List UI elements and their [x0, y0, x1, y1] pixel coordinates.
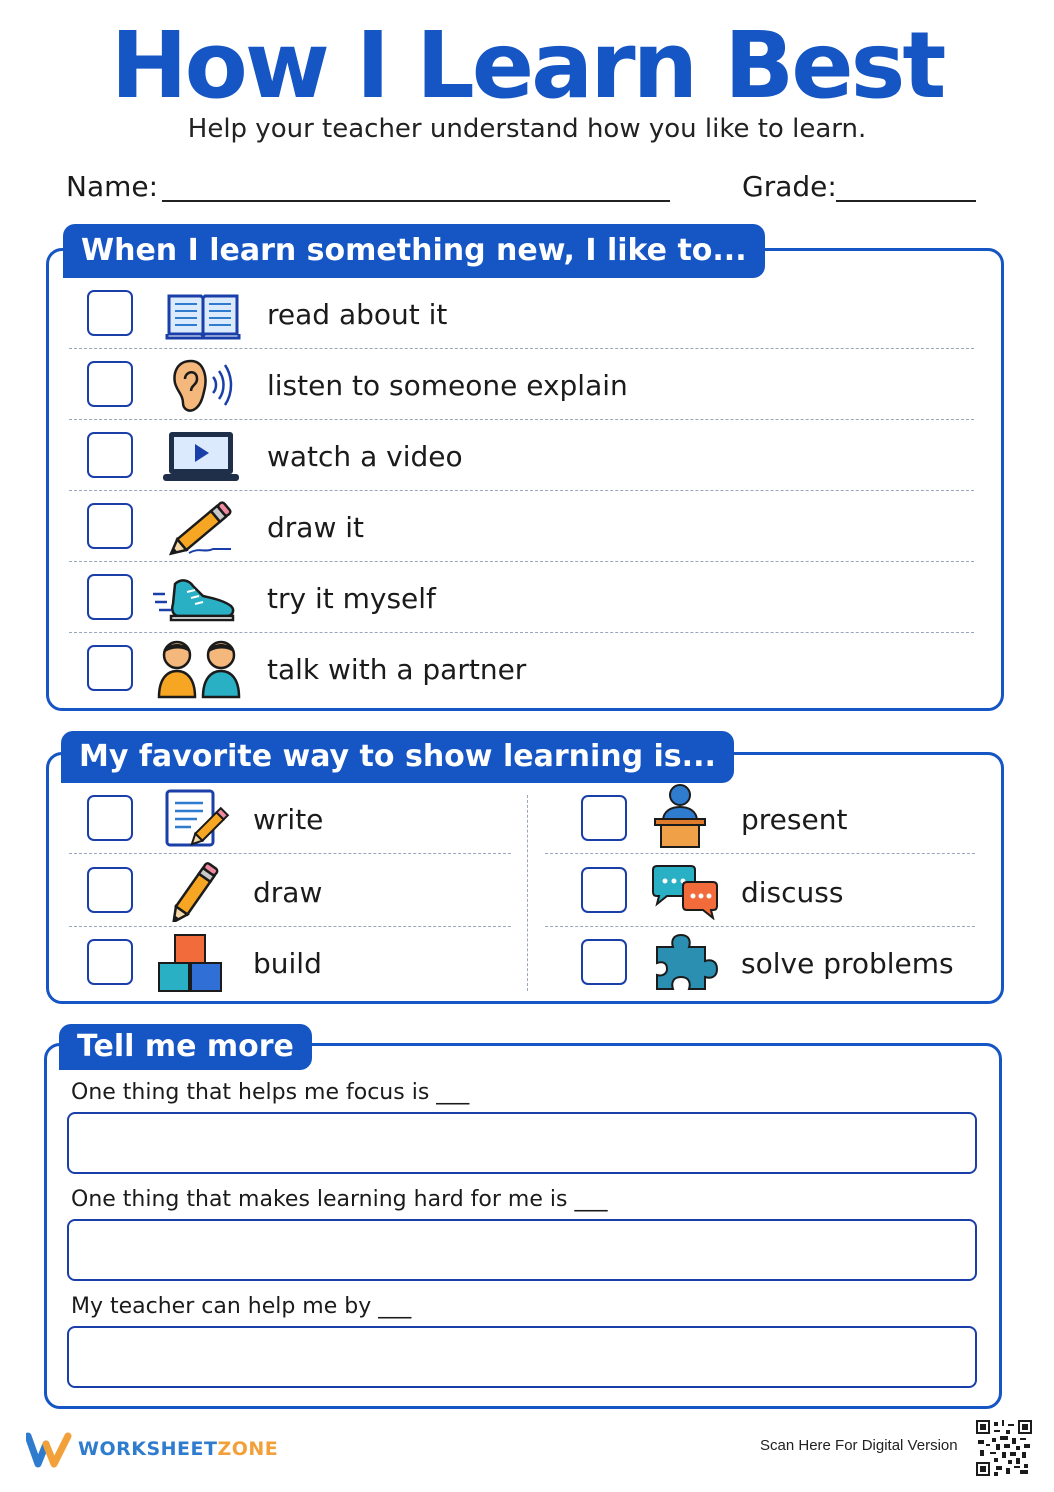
laptop-video-icon	[161, 430, 241, 484]
column-divider	[527, 795, 528, 991]
list-item	[69, 562, 974, 633]
page-subtitle: Help your teacher understand how you like to learn.	[187, 114, 867, 144]
checkbox[interactable]	[87, 574, 133, 620]
checkbox[interactable]	[87, 867, 133, 913]
brand-logo	[26, 1430, 286, 1470]
brand-name	[78, 1438, 278, 1460]
checkbox[interactable]	[581, 795, 627, 841]
scan-instruction: Scan Here For Digital Version	[760, 1437, 958, 1454]
item-label: solve problems	[741, 947, 954, 980]
section-heading: When I learn something new, I like to...	[63, 224, 765, 278]
list-item	[69, 633, 974, 704]
name-grade-row	[66, 168, 976, 208]
checkbox[interactable]	[87, 795, 133, 841]
item-label: draw it	[267, 511, 365, 544]
speech-bubbles-icon	[649, 864, 721, 920]
pencil-icon	[169, 495, 239, 557]
brand-name-main: WORKSHEET	[78, 1438, 218, 1460]
checkbox[interactable]	[581, 867, 627, 913]
help-prompt: My teacher can help me by ___	[71, 1294, 412, 1319]
item-label: read about it	[267, 298, 448, 331]
grade-field[interactable]	[836, 200, 976, 202]
checkbox[interactable]	[87, 645, 133, 691]
brand-logo-icon	[26, 1432, 72, 1468]
section-heading: My favorite way to show learning is...	[61, 731, 734, 783]
name-label: Name:	[66, 170, 159, 203]
writing-paper-icon	[163, 787, 235, 849]
ear-icon	[169, 357, 239, 415]
learning-preferences-panel	[46, 233, 1004, 711]
blocks-icon	[157, 933, 225, 993]
list-item	[69, 278, 974, 349]
name-field[interactable]	[162, 200, 670, 202]
qr-code-icon[interactable]	[976, 1420, 1032, 1476]
focus-answer-field[interactable]	[67, 1112, 977, 1174]
item-label: watch a video	[267, 440, 463, 473]
item-label: try it myself	[267, 582, 436, 615]
hard-answer-field[interactable]	[67, 1219, 977, 1281]
help-answer-field[interactable]	[67, 1326, 977, 1388]
book-icon	[165, 288, 241, 340]
two-people-icon	[157, 637, 241, 699]
list-item	[545, 854, 975, 927]
checkbox[interactable]	[87, 361, 133, 407]
checkbox[interactable]	[87, 503, 133, 549]
tell-me-more-panel	[44, 1029, 1002, 1409]
list-item	[69, 783, 511, 854]
item-label: present	[741, 803, 848, 836]
checkbox[interactable]	[581, 939, 627, 985]
item-label: build	[253, 947, 322, 980]
item-label: listen to someone explain	[267, 369, 628, 402]
list-item	[69, 349, 974, 420]
grade-label: Grade:	[742, 170, 837, 203]
puzzle-piece-icon	[651, 931, 719, 993]
list-item	[545, 927, 975, 998]
list-item	[545, 783, 975, 854]
brand-name-accent: ZONE	[217, 1438, 279, 1460]
show-learning-panel	[46, 739, 1004, 1004]
item-label: talk with a partner	[267, 653, 527, 686]
list-item	[69, 420, 974, 491]
pencil-icon	[165, 858, 227, 922]
page-title: How I Learn Best	[110, 12, 944, 119]
list-item	[69, 854, 511, 927]
checkbox[interactable]	[87, 432, 133, 478]
checkbox[interactable]	[87, 939, 133, 985]
item-label: discuss	[741, 876, 844, 909]
list-item	[69, 927, 511, 998]
list-item	[69, 491, 974, 562]
checkbox[interactable]	[87, 290, 133, 336]
item-label: draw	[253, 876, 323, 909]
section-heading: Tell me more	[59, 1024, 312, 1070]
focus-prompt: One thing that helps me focus is ___	[71, 1080, 470, 1105]
sneaker-icon	[151, 572, 241, 624]
hard-prompt: One thing that makes learning hard for me is ___	[71, 1187, 608, 1212]
podium-presenter-icon	[653, 783, 707, 849]
item-label: write	[253, 803, 324, 836]
